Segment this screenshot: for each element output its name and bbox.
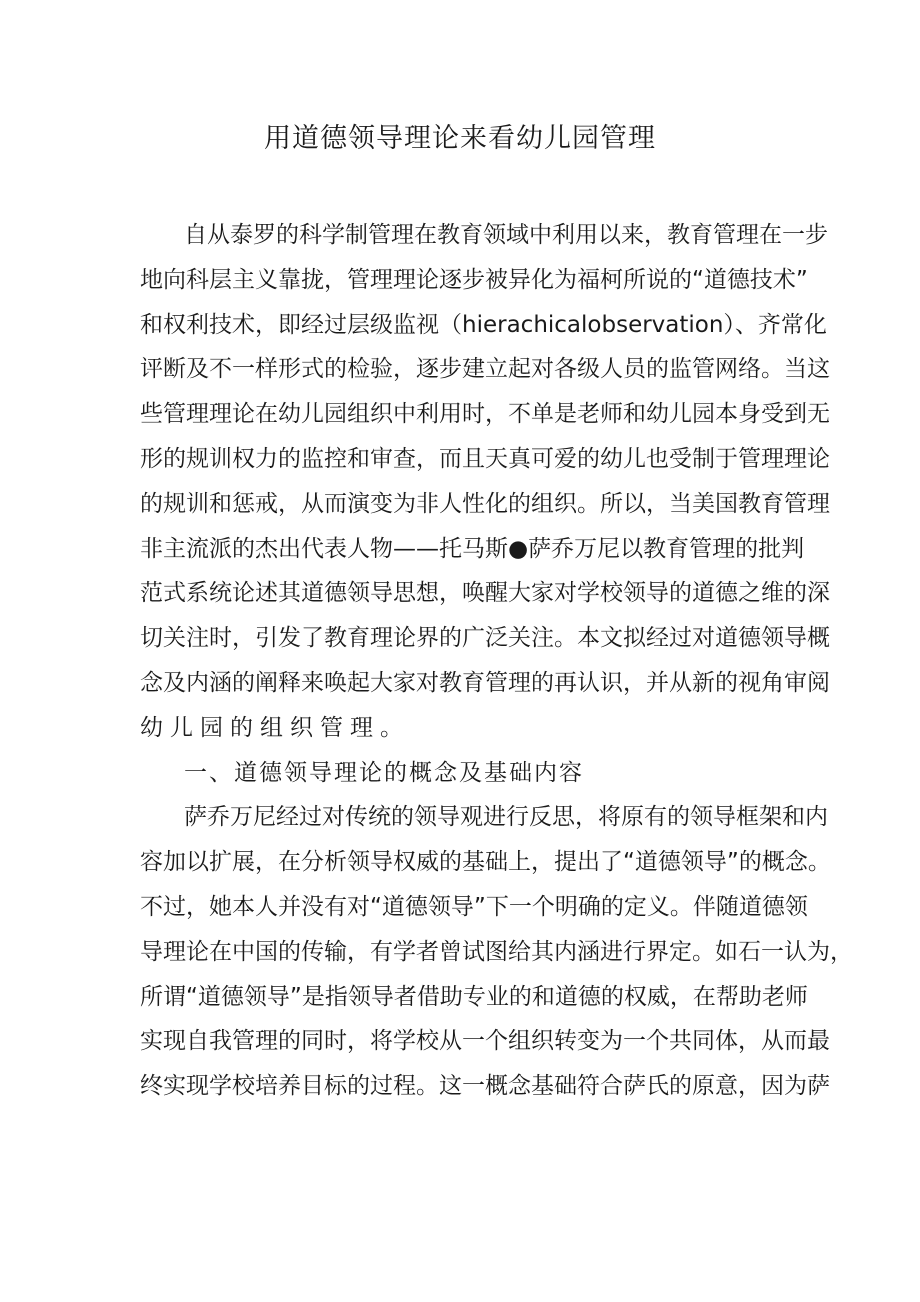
paragraph-line: 导理论在中国的传输，有学者曾试图给其内涵进行界定。如石一认为， <box>140 938 853 965</box>
paragraph-line: 不过，她本人并没有对“道德领导”下一个明确的定义。伴随道德领 <box>140 893 808 920</box>
paragraph-line: 所谓“道德领导”是指领导者借助专业的和道德的权威，在帮助老师 <box>140 983 808 1010</box>
paragraph-line: 终实现学校培养目标的过程。这一概念基础符合萨氏的原意，因为萨 <box>140 1073 830 1100</box>
paragraph-line: 范式系统论述其道德领导思想，唤醒大家对学校领导的道德之维的深 <box>140 580 830 607</box>
paragraph-line: 评断及不一样形式的检验，逐步建立起对各级人员的监管网络。当这 <box>140 356 830 383</box>
document-body <box>140 213 853 1109</box>
paragraph-line: 容加以扩展，在分析领导权威的基础上，提出了“道德领导”的概念。 <box>140 849 831 876</box>
paragraph-line: 和权利技术，即经过层级监视（hierachicalobservation）、齐常化 <box>140 311 827 338</box>
paragraph-line: 念及内涵的阐释来唤起大家对教育管理的再认识，并从新的视角审阅 <box>140 669 830 696</box>
paragraph-line: 的规训和惩戒，从而演变为非人性化的组织。所以，当美国教育管理 <box>140 490 830 517</box>
document-title: 用道德领导理论来看幼儿园管理 <box>264 123 656 154</box>
paragraph-line: 幼儿园的组织管理。 <box>140 714 410 741</box>
paragraph-line: 形的规训权力的监控和审查，而且天真可爱的幼儿也受制于管理理论 <box>140 445 830 472</box>
paragraph-line: 切关注时，引发了教育理论界的广泛关注。本文拟经过对道德领导概 <box>140 625 830 652</box>
paragraph-line: 地向科层主义靠拢，管理理论逐步被异化为福柯所说的“道德技术” <box>140 266 808 293</box>
paragraph-line: 实现自我管理的同时，将学校从一个组织转变为一个共同体，从而最 <box>140 1028 830 1055</box>
paragraph-line: 自从泰罗的科学制管理在教育领域中利用以来，教育管理在一步 <box>184 222 828 248</box>
paragraph-line: 非主流派的杰出代表人物——托马斯●萨乔万尼以教育管理的批判 <box>140 535 805 562</box>
section-heading: 一、道德领导理论的概念及基础内容 <box>184 759 584 786</box>
paragraph-line: 些管理理论在幼儿园组织中利用时，不单是老师和幼儿园本身受到无 <box>140 401 830 428</box>
paragraph-line: 萨乔万尼经过对传统的领导观进行反思，将原有的领导框架和内 <box>184 804 828 831</box>
